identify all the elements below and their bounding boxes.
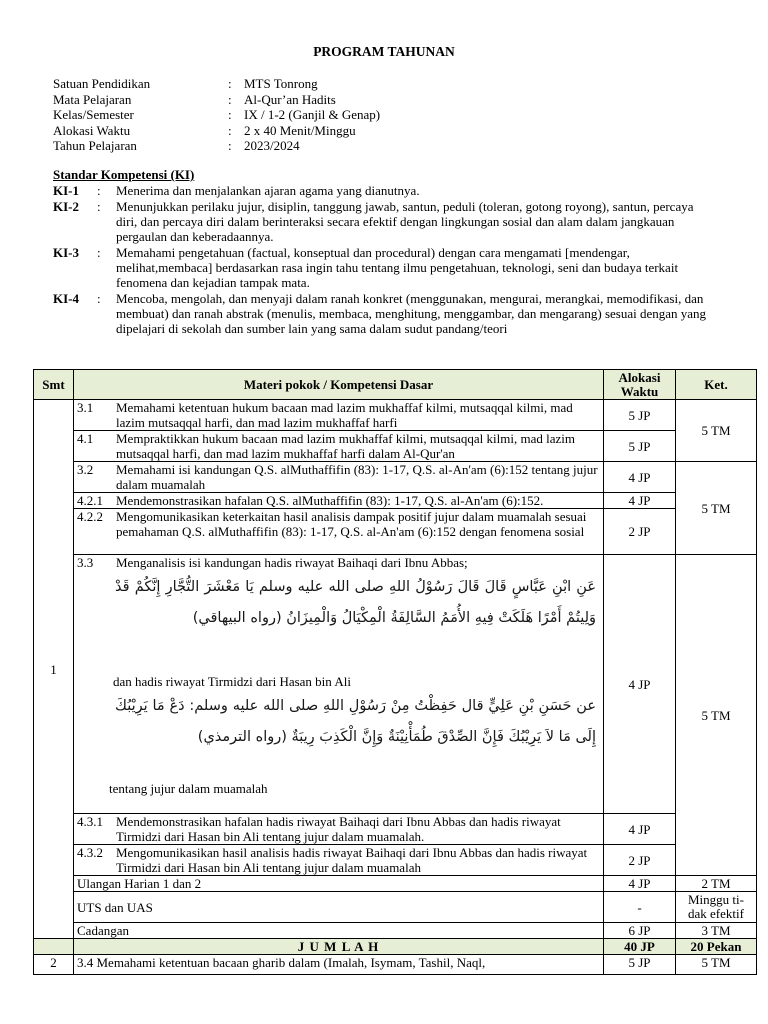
- hadith-closing-text: tentang jujur dalam muamalah: [109, 781, 268, 796]
- meta-row: [53, 107, 380, 123]
- ki-code: KI-2: [53, 199, 79, 214]
- kd-number: 3.3: [77, 555, 94, 570]
- kd-cell: [74, 845, 604, 876]
- hadith-ibnu-abbas-arabic: عَنِ ابْنِ عَبَّاسٍ قَالَ قَالَ رَسُوْلُ اللهِ صلى الله عليه وسلم يَا مَعْشَرَ التُّجَّارِ إِنَّكُمْ قَدْ وَلِيتُمْ أَمْرًا هَلَكَتْ فِيهِ الأُمَمُ السَّالِفَةُ الْمِكْيَالُ وَالْمِيزَانُ (رواه البيهاقي): [115, 579, 596, 626]
- kd-number: 4.2.2: [77, 509, 103, 524]
- smt-cell: 1: [34, 400, 74, 939]
- jp-cell: 5 JP: [604, 955, 676, 975]
- page-title: PROGRAM TAHUNAN: [313, 44, 455, 59]
- uts-label: UTS dan UAS: [74, 892, 604, 923]
- jumlah-smt-cell: [34, 939, 74, 955]
- kd-text: Mempraktikkan hukum bacaan mad lazim mukhaffaf kilmi, mutsaqqal kilmi, mad lazim mutsaqqal harfi, dan mad lazim mukhaffaf harfi dalam Al-Qur'an: [116, 431, 575, 461]
- kd-text: Mendemonstrasikan hafalan Q.S. alMuthaffifin (83): 1-17, Q.S. al-An'am (6):152.: [116, 493, 544, 508]
- ket-cell: Minggu ti-dak efektif: [676, 892, 757, 923]
- meta-key: Alokasi Waktu: [53, 122, 131, 138]
- meta-value: MTS Tonrong: [244, 76, 318, 91]
- meta-key: Satuan Pendidikan: [53, 76, 151, 91]
- table-row: [34, 955, 757, 975]
- table-row: [34, 493, 757, 509]
- ki-colon: :: [97, 291, 101, 306]
- table-row: [34, 462, 757, 493]
- jp-cell: -: [604, 892, 676, 923]
- ki-code: KI-4: [53, 291, 79, 306]
- kd-text: Menganalisis isi kandungan hadis riwayat Baihaqi dari Ibnu Abbas;: [116, 555, 468, 570]
- kd-cell: [74, 400, 604, 431]
- table-row: [34, 923, 757, 939]
- cadangan-label: Cadangan: [74, 923, 604, 939]
- ki-heading: Standar Kompetensi (KI): [53, 167, 195, 182]
- meta-key: Kelas/Semester: [53, 107, 134, 122]
- jp-cell: 5 JP: [604, 400, 676, 431]
- jumlah-label: J U M L A H: [74, 939, 604, 955]
- table-row: [34, 555, 757, 814]
- ki-item-1: [53, 183, 718, 198]
- kd-text: 3.4 Memahami ketentuan bacaan gharib dalam (Imalah, Isymam, Tashil, Naql,: [74, 955, 604, 975]
- table-header-row: [34, 370, 757, 400]
- table-row: [34, 431, 757, 462]
- meta-colon: :: [228, 122, 232, 138]
- ket-cell: 5 TM: [676, 955, 757, 975]
- meta-row: [53, 92, 380, 108]
- meta-colon: :: [228, 91, 232, 107]
- meta-colon: :: [228, 76, 232, 91]
- kd-number: 4.3.1: [77, 814, 103, 829]
- hadith-hasan-bin-ali-arabic: عن حَسَنِ بْنِ عَلِيٍّ قال حَفِظْتُ مِنْ رَسُوْلِ اللهِ صلى الله عليه وسلم: دَعْ مَا يَرِيْبُكَ إِلَى مَا لاَ يَرِيْبُكَ فَإِنَّ الصِّدْقَ طُمَأْنِيْنَةٌ وَإِنَّ الْكَذِبَ رِيبَةٌ (رواه الترمذي): [115, 698, 596, 745]
- table-row: [34, 892, 757, 923]
- meta-value: Al-Qur’an Hadits: [244, 91, 336, 107]
- jp-cell: 4 JP: [604, 555, 676, 814]
- ki-colon: :: [97, 183, 101, 198]
- program-table: [33, 369, 757, 975]
- table-row: [34, 845, 757, 876]
- kd-cell: [74, 509, 604, 555]
- ulangan-label: Ulangan Harian 1 dan 2: [74, 876, 604, 892]
- kd-text: Memahami ketentuan hukum bacaan mad lazim mukhaffaf kilmi, mutsaqqal kilmi, mad lazim mutsaqqal harfi, dan mad lazim mukhaffaf harfi: [116, 400, 573, 430]
- jp-cell: 6 JP: [604, 923, 676, 939]
- table-row: [34, 509, 757, 555]
- meta-key: Mata Pelajaran: [53, 91, 132, 107]
- meta-info: [53, 76, 380, 154]
- ket-cell: 5 TM: [676, 462, 757, 555]
- kd-number: 3.1: [77, 400, 94, 415]
- meta-value: 2 x 40 Menit/Minggu: [244, 122, 356, 138]
- jp-cell: 2 JP: [604, 845, 676, 876]
- jp-cell: 4 JP: [604, 814, 676, 845]
- table-row: [34, 876, 757, 892]
- jp-cell: 4 JP: [604, 462, 676, 493]
- kd-cell: [74, 431, 604, 462]
- kd-number: 3.2: [77, 462, 94, 477]
- meta-row: [53, 123, 380, 139]
- ki-text: Mencoba, mengolah, dan menyaji dalam ranah konkret (menggunakan, mengurai, merangkai, memodifikasi, dan membuat) dan ranah abstrak (menulis, membaca, menghitung, menggambar, dan mengarang) sesuai dengan yang dipelajari di sekolah dan sumber lain yang sama dalam sudut pandang/teori: [116, 291, 707, 336]
- kd-cell: [74, 555, 604, 814]
- meta-value: IX / 1-2 (Ganjil & Genap): [244, 107, 381, 122]
- meta-key: Tahun Pelajaran: [53, 138, 137, 153]
- meta-row: [53, 138, 380, 154]
- smt-cell: 2: [34, 955, 74, 975]
- meta-colon: :: [228, 138, 232, 153]
- kd-cell: [74, 814, 604, 845]
- ki-item-4: [53, 291, 718, 336]
- table-row: [34, 814, 757, 845]
- meta-colon: :: [228, 107, 232, 122]
- kd-text: Mendemonstrasikan hafalan hadis riwayat Baihaqi dari Ibnu Abbas dan hadis riwayat Tirmidzi dari Hasan bin Ali tentang jujur dalam muamalah.: [116, 814, 561, 844]
- kd-number: 4.3.2: [77, 845, 103, 860]
- jp-cell: 5 JP: [604, 431, 676, 462]
- kd-cell: [74, 462, 604, 493]
- jumlah-row: [34, 939, 757, 955]
- kd-cell: [74, 493, 604, 509]
- meta-value: 2023/2024: [244, 138, 300, 153]
- ket-cell: 3 TM: [676, 923, 757, 939]
- ki-colon: :: [97, 245, 101, 260]
- header-materi: Materi pokok / Kompetensi Dasar: [74, 370, 604, 400]
- ki-text: Memahami pengetahuan (factual, konseptual dan procedural) dengan cara mengamati [mendengar, melihat,membaca] berdasarkan rasa ingin tahu tentang ilmu pengetahuan, teknologi, seni dan budaya terkait fenomena dan kejadian tampak mata.: [116, 245, 679, 290]
- kd-text: Mengomunikasikan hasil analisis hadis riwayat Baihaqi dari Ibnu Abbas dan hadis riwayat Tirmidzi dari Hasan bin Ali tentang jujur dalam muamalah: [116, 845, 588, 875]
- header-smt: Smt: [34, 370, 74, 400]
- jumlah-jp: 40 JP: [604, 939, 676, 955]
- jp-cell: 2 JP: [604, 509, 676, 555]
- ket-cell: 5 TM: [676, 555, 757, 876]
- header-alokasi: Alokasi Waktu: [604, 370, 676, 400]
- ki-item-3: [53, 245, 718, 290]
- ki-item-2: [53, 199, 718, 244]
- kd-text: Mengomunikasikan keterkaitan hasil analisis dampak positif jujur dalam muamalah sesuai pemahaman Q.S. alMuthaffifin (83): 1-17, Q.S. al-An'am (6):152 dengan fenomena sosial: [116, 509, 587, 539]
- kd-text: Memahami isi kandungan Q.S. alMuthaffifin (83): 1-17, Q.S. al-An'am (6):152 tentang jujur dalam muamalah: [116, 462, 598, 492]
- ket-cell: 5 TM: [676, 400, 757, 462]
- ki-code: KI-3: [53, 245, 79, 260]
- meta-row: [53, 76, 380, 92]
- jumlah-ket: 20 Pekan: [676, 939, 757, 955]
- ki-text: Menerima dan menjalankan ajaran agama yang dianutnya.: [116, 183, 420, 198]
- header-ket: Ket.: [676, 370, 757, 400]
- table-row: [34, 400, 757, 431]
- ki-text: Menunjukkan perilaku jujur, disiplin, tanggung jawab, santun, peduli (toleran, gotong royong), santun, percaya diri, dan percaya diri dalam berinteraksi secara efektif dengan lingkungan sosial dan alam dalam jangkauan pergaulan dan keberadaannya.: [116, 199, 694, 244]
- ki-colon: :: [97, 199, 101, 214]
- kd-number: 4.1: [77, 431, 94, 446]
- ki-code: KI-1: [53, 183, 79, 198]
- hadith-intro-text: dan hadis riwayat Tirmidzi dari Hasan bin Ali: [113, 674, 351, 689]
- ket-cell: 2 TM: [676, 876, 757, 892]
- kd-number: 4.2.1: [77, 493, 103, 508]
- jp-cell: 4 JP: [604, 493, 676, 509]
- jp-cell: 4 JP: [604, 876, 676, 892]
